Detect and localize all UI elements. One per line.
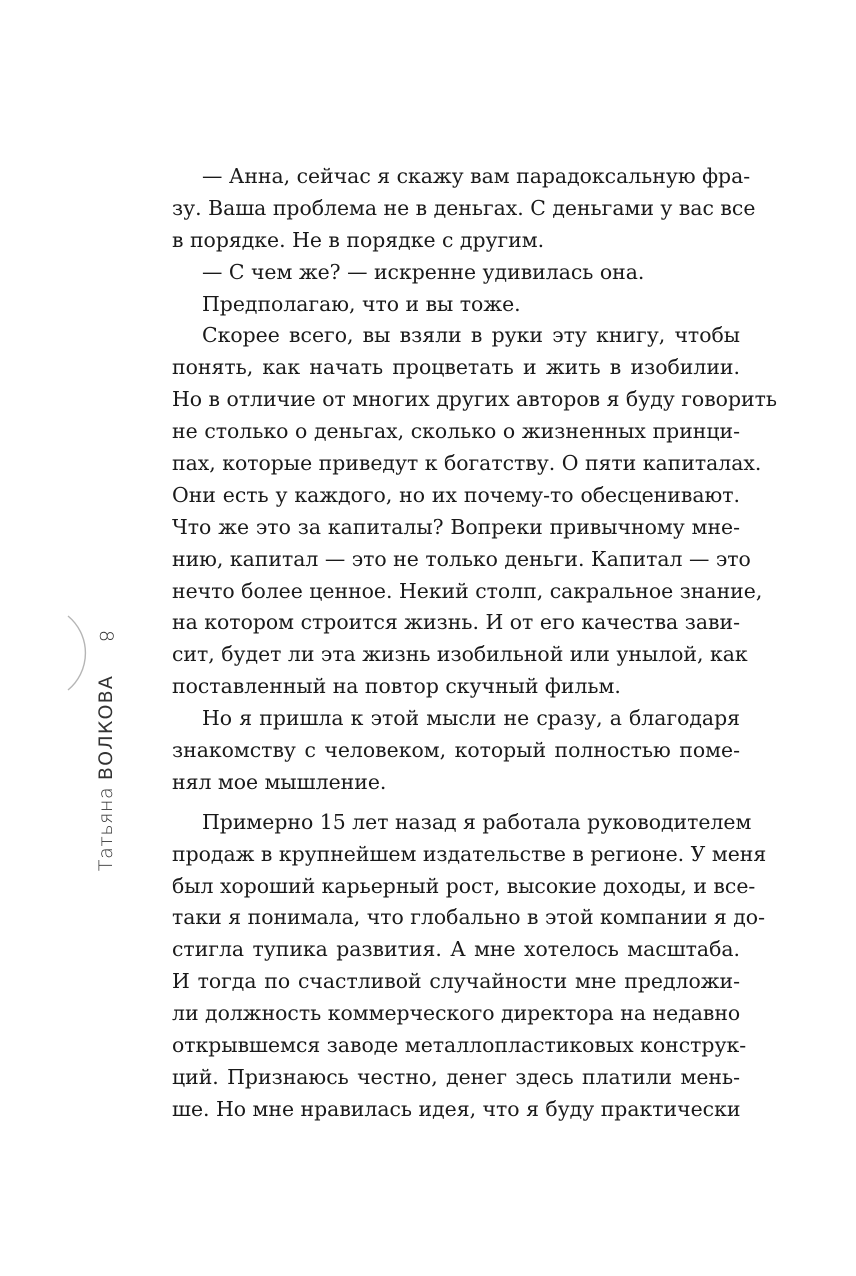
text-line: нию, капитал — это не только деньги. Капитал — это	[172, 546, 751, 571]
text-line: зу. Ваша проблема не в деньгах. С деньгами у вас все	[172, 195, 756, 220]
text-line: стигла тупика развития. А мне хотелось масштаба.	[172, 937, 740, 962]
text-line: — Анна, сейчас я скажу вам парадоксальную фра-	[202, 164, 751, 188]
paragraph	[172, 320, 777, 703]
text-line: нял мое мышление.	[172, 769, 387, 794]
text-line: открывшемся заводе металлопластиковых конструк-	[172, 1033, 747, 1058]
text-line: нечто более ценное. Некий столп, сакральное знание,	[172, 578, 763, 603]
text-line: Они есть у каждого, но их почему-то обесценивают.	[172, 482, 740, 507]
text-line: пах, которые приведут к богатству. О пяти капиталах.	[172, 451, 762, 476]
page-number: 8	[95, 629, 117, 643]
text-line: Но я пришла к этой мысли не сразу, а благодаря	[202, 706, 740, 731]
paragraph	[172, 161, 756, 257]
paragraph-gap	[172, 799, 740, 807]
text-line: ций. Признаюсь честно, денег здесь платили мень-	[172, 1064, 740, 1089]
text-line: ли должность коммерческого директора на недавно	[172, 1001, 741, 1026]
text-line: знакомству с человеком, который полностью поме-	[172, 738, 740, 763]
text-line: Что же это за капиталы? Вопреки привычному мне-	[172, 514, 740, 539]
text-line: не столько о деньгах, сколько о жизненных принци-	[172, 419, 740, 444]
body-text	[172, 161, 777, 1126]
text-line: И тогда по счастливой случайности мне предложи-	[172, 969, 740, 994]
text-line: — С чем же? — искренне удивилась она.	[202, 259, 645, 284]
text-line: Скорее всего, вы взяли в руки эту книгу, чтобы	[202, 323, 740, 348]
text-line: сит, будет ли эта жизнь изобильной или унылой, как	[172, 642, 748, 667]
text-line: был хороший карьерный рост, высокие доходы, и все-	[172, 873, 756, 898]
paragraph	[172, 289, 740, 321]
author-first-name: Татьяна	[95, 786, 117, 872]
paragraph	[172, 257, 740, 289]
text-line: Примерно 15 лет назад я работала руководителем	[202, 809, 752, 834]
text-line: таки я понимала, что глобально в этой компании я до-	[172, 905, 765, 930]
text-line: понять, как начать процветать и жить в изобилии.	[172, 355, 740, 380]
author-last-name: ВОЛКОВА	[95, 674, 117, 781]
text-line: на котором строится жизнь. И от его качества зави-	[172, 610, 740, 635]
text-line: продаж в крупнейшем издательстве в регионе. У меня	[172, 841, 767, 866]
text-line: Предполагаю, что и вы тоже.	[202, 291, 521, 316]
text-line: ше. Но мне нравилась идея, что я буду практически	[172, 1096, 741, 1121]
paragraph	[172, 703, 740, 799]
text-line: Но в отличие от многих других авторов я буду говорить	[172, 387, 777, 412]
running-title	[95, 663, 121, 883]
paragraph	[172, 807, 767, 1126]
text-line: в порядке. Не в порядке с другим.	[172, 227, 545, 252]
text-line: поставленный на повтор скучный фильм.	[172, 674, 621, 699]
